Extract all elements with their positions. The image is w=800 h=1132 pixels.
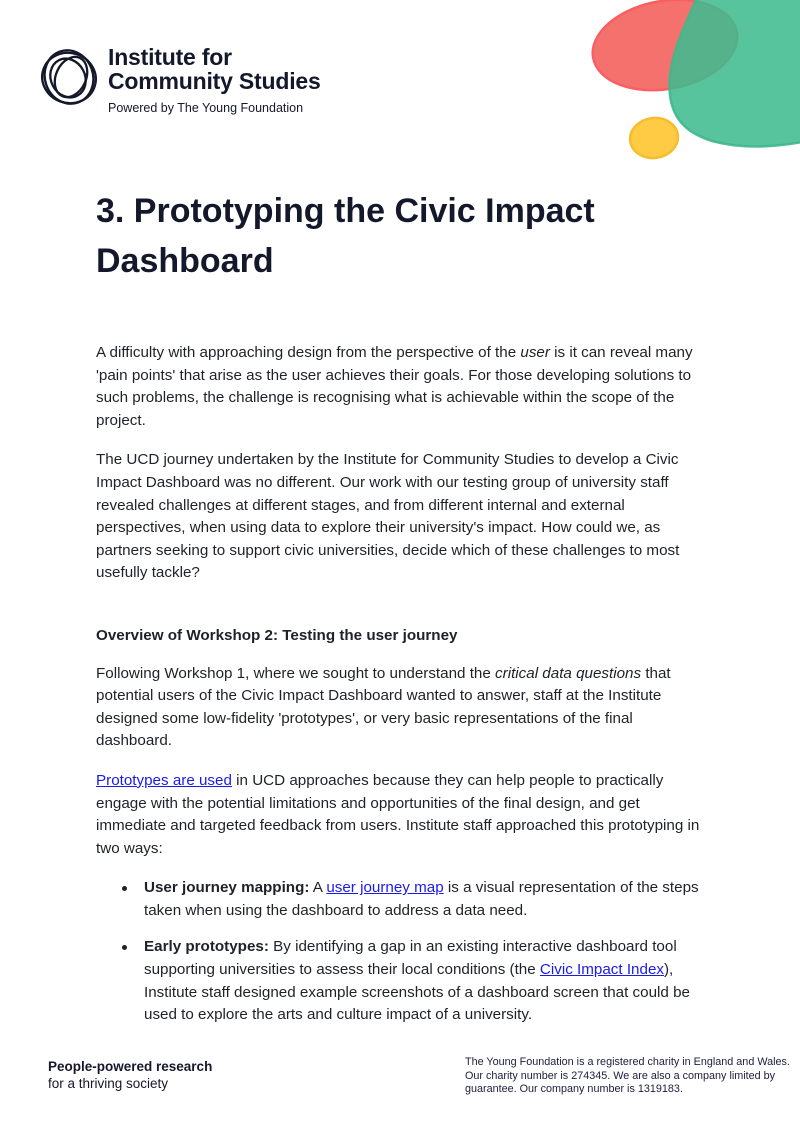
civic-impact-index-link[interactable]: Civic Impact Index — [539, 961, 664, 979]
paragraph-2 — [96, 449, 710, 585]
brand-title-line1: Institute for — [108, 44, 232, 70]
text-run: in UCD approaches because they can help people to practically engage with the potential limitations and opportunities of the final design, and get immediate and targeted feedback from users. Institute staff approached this prototyping in two ways: — [96, 771, 700, 857]
text-run: user — [520, 344, 550, 361]
bullet-dot — [122, 945, 127, 950]
prototypes-are-used-link[interactable]: Prototypes are used — [96, 771, 232, 789]
text-run: User journey mapping: — [144, 879, 310, 897]
bullet-text — [144, 938, 690, 1023]
paragraph-1 — [96, 342, 710, 432]
brand-tagline: Powered by The Young Foundation — [108, 101, 304, 115]
paragraph-4 — [96, 770, 710, 860]
brand-title-line2: Community Studies — [108, 67, 321, 94]
section-subheading: Overview of Workshop 2: Testing the user journey — [96, 626, 458, 644]
footer-charity-notice: The Young Foundation is a registered charity in England and Wales. Our charity number is 274345. We are also a company limited by guarantee. Our company number is 1319183. — [465, 1056, 790, 1095]
text-run: is a visual representation of the steps taken when using the dashboard to address a data need. — [144, 879, 699, 919]
footer-slogan — [48, 1058, 212, 1092]
bullet-item-early-prototypes — [96, 936, 710, 1026]
text-run: critical data questions — [495, 664, 642, 682]
footer-slogan-line1: People-powered research — [48, 1059, 213, 1074]
text-run: By identifying a gap in an existing interactive dashboard tool supporting universities to assess their local conditions (the — [144, 938, 677, 979]
bullet-text — [144, 879, 699, 919]
document-content — [96, 0, 710, 1027]
bullet-item-user-journey-mapping — [96, 877, 710, 922]
bullet-list — [96, 877, 710, 1027]
ics-scribble-logo-icon — [38, 46, 100, 110]
bullet-dot — [122, 886, 127, 891]
text-run: A difficulty with approaching design from the perspective of the — [96, 344, 521, 361]
text-run: Following Workshop 1, where we sought to understand the — [96, 664, 496, 682]
text-run: The UCD journey undertaken by the Institute for Community Studies to develop a Civic Impact Dashboard was no different. Our work with our testing group of university staff revealed challenges at different stages, and from different internal and external perspectives, when using data to explore their university's impact. How could we, as partners seeking to support civic universities, decide which of these challenges to most usefully tackle? — [96, 451, 680, 582]
text-run: A — [309, 879, 327, 897]
paragraph-3 — [96, 663, 710, 753]
text-run: Early prototypes: — [144, 938, 269, 956]
footer-slogan-line2: for a thriving society — [48, 1076, 169, 1091]
page-title: 3. Prototyping the Civic Impact Dashboard — [96, 192, 595, 280]
user-journey-map-link[interactable]: user journey map — [326, 879, 444, 897]
text-run: is it can reveal many 'pain points' that arise as the user achieves their goals. For those developing solutions to such problems, the challenge is recognising what is achievable within the scope of the project. — [96, 344, 693, 429]
text-run: ), Institute staff designed example screenshots of a dashboard screen that could be used to explore the arts and culture impact of a university. — [144, 961, 690, 1024]
text-run: that potential users of the Civic Impact Dashboard wanted to answer, staff at the Institute designed some low-fidelity 'prototypes', or very basic representations of the final dashboard. — [96, 664, 671, 750]
